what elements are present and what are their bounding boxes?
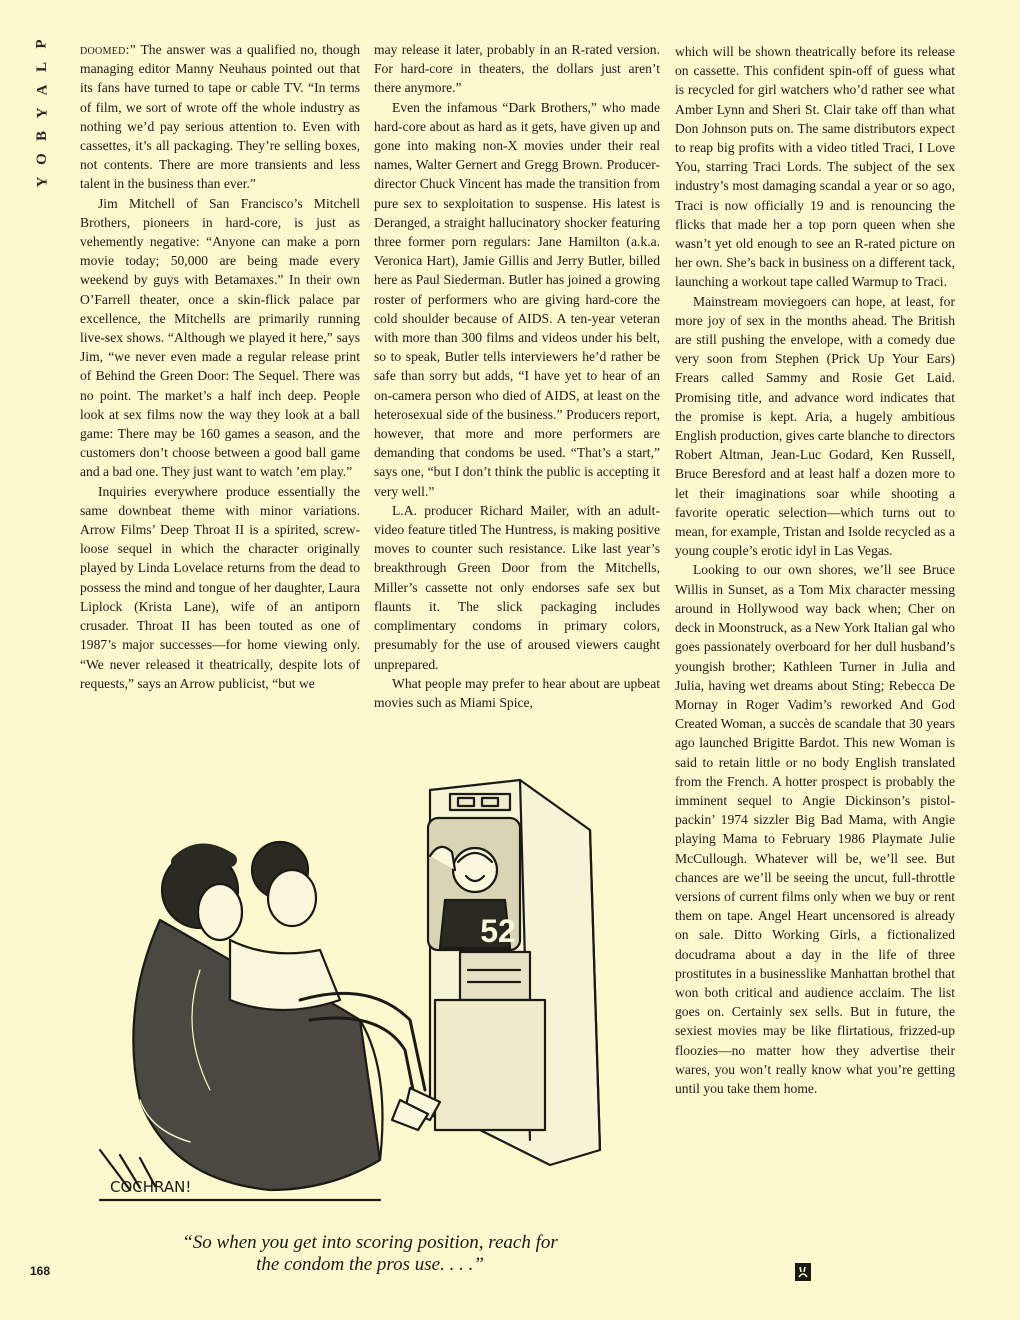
masthead-letter: P xyxy=(33,39,50,49)
page-number: 168 xyxy=(30,1264,51,1278)
lead-in: doomed: xyxy=(80,42,130,57)
paragraph: doomed:” The answer was a qualified no, though managing editor Manny Neuhaus pointed out that its fans have turned to tape or cable TV. “In terms of film, we sort of wrote off the whole industry as nothing we’d pay serious attention to. Even with cassettes, it’s all packaging. They’re selling boxes, not contents. There are more transients and less talent in the business than ever.” xyxy=(80,42,360,192)
paragraph: What people may prefer to hear about are upbeat movies such as Miami Spice, xyxy=(374,675,660,710)
masthead-vertical xyxy=(30,36,54,190)
jersey-number: 52 xyxy=(480,913,516,949)
paragraph: Looking to our own shores, we’ll see Bruce Willis in Sunset, as a Tom Mix character messing around in Hollywood way back when; Cher on deck in Moonstruck, as a New York Italian gal who goes passionately overboard for her dull husband’s youngish brother; Kathleen Turner in Julia and Julia, having wet dreams about Sting; Rebecca De Mornay in Roger Vadim’s reworked And God Created Woman, a succès de scandale that 30 years ago launched Brigitte Bardot. This new Woman is said to retain little or no body English translated from the French. A hotter prospect is probably the imminent sequel to Angie Dickinson’s pistol-packin’ 1974 sizzler Big Bad Mama, with Angie playing Mama to February 1986 Playmate Julie McCullough. Whatever will be, we’ll see. But chances are we’ll be seeing the uncut, full-throttle versions of current films only when we buy or rent them on tape. Angel Heart uncensored is already on sale. Ditto Working Girls, a fictionalized docudrama about a day in the life of three prostitutes in a businesslike Manhattan brothel that won both critical and audience acclaim. The list goes on. Certainly sex sells. But in future, the sexiest movies may be like flirtatious, frizzed-up floozies—no matter how they advertise their wares, you won’t really know what you’re getting until you take them home. xyxy=(675,562,955,1096)
paragraph: which will be shown theatrically before its release on cassette. This confident spin-off of guess what is recycled for girl watchers who’d rather see what Amber Lynn and Sheri St. Clair take off than what Don Johnson puts on. The same distributors expect to reap big profits with a video titled Traci, I Love You, starring Traci Lords. The subject of the sex industry’s most damaging scandal a year or so ago, Traci is now officially 19 and is renouncing the flicks that made her a top porn queen when she wasn’t yet old enough to see an R-rated picture on her own. She’s back in business on a different tack, launching a workout tape called Warmup to Traci. xyxy=(675,44,955,290)
article-column-3 xyxy=(675,42,955,1098)
paragraph: L.A. producer Richard Mailer, with an adult-video feature titled The Huntress, is making positive moves to counter such resistance. Like last year’s breakthrough Green Door from the Mitchells, Miller’s cassette not only endorses safe sex but flaunts it. The slick packaging includes complimentary condoms in primary colors, presumably for the use of aroused viewers caught unprepared. xyxy=(374,502,660,672)
masthead-letter: B xyxy=(33,130,50,142)
paragraph: Even the infamous “Dark Brothers,” who made hard-core about as hard as it gets, have given up and gone into making non-X movies under their real names, Walter Gernert and Gregg Brown. Producer-director Chuck Vincent has made the transition from pure sex to sexploitation to suspense. His latest is Deranged, a straight hallucinatory shocker featuring three former porn regulars: Jane Hamilton (a.k.a. Veronica Hart), Jamie Gillis and Jerry Butler, billed here as Paul Siederman. Butler has joined a growing roster of performers who are giving hard-core the cold shoulder because of AIDS. A ten-year veteran with more than 300 films and videos under his belt, so to speak, Butler tells interviewers he’d rather be safe than sorry but adds, “I have yet to hear of an on-camera person who died of AIDS, at least on the heterosexual side of the business.” Producers report, however, that more and more performers are demanding that condoms be used. “That’s a start,” says one, “but I don’t think the public is accepting it very well.” xyxy=(374,99,660,499)
article-column-2 xyxy=(374,40,660,712)
paragraph: Mainstream moviegoers can hope, at least, for more joy of sex in the months ahead. The British are still pushing the envelope, with a comedy due very soon from Stephen (Prick Up Your Ears) Frears called Sammy and Rosie Get Laid. Promising title, and advance word indicates that the promise is kept. Aria, a hugely ambitious English production, gives carte blanche to directors Robert Altman, Jean-Luc Godard, Ken Russell, Bruce Beresford and at least half a dozen more to let their imaginations soar while shooting a favorite operatic selection—which turns out to mean, for example, Tristan and Isolde recycled as a young couple’s erotic idyl in Las Vegas. xyxy=(675,293,955,559)
caption-line: “So when you get into scoring position, reach for xyxy=(182,1232,558,1253)
masthead-letter: O xyxy=(33,153,50,165)
cartoon-illustration xyxy=(80,770,680,1222)
rabbit-end-mark-icon xyxy=(795,1263,811,1281)
masthead-letter: L xyxy=(33,61,50,73)
article-column-1 xyxy=(80,40,360,693)
caption-line: the condom the pros use. . . .” xyxy=(256,1254,484,1275)
paragraph: may release it later, probably in an R-rated version. For hard-core in theaters, the dollars just aren’t there anymore.” xyxy=(374,42,660,96)
masthead-letter: Y xyxy=(34,176,50,188)
paragraph: Inquiries everywhere produce essentially the same downbeat theme with minor variations. Arrow Films’ Deep Throat II is a spirited, screw-loose sequel in which the character originally played by Linda Lovelace returns from the dead to possess the mind and tongue of her daughter, Laura Liplock (Krista Lane), wife of an antiporn crusader. Throat II has been touted as one of 1987’s major successes—for home viewing only. “We never released it theatrically, despite lots of requests,” says an Arrow publicist, “but we xyxy=(80,483,360,691)
masthead-letter: A xyxy=(34,84,50,96)
paragraph: Jim Mitchell of San Francisco’s Mitchell Brothers, pioneers in hard-core, is just as vehemently negative: “Anyone can make a porn movie today; 50,000 are being made every weekend by guys with Betamaxes.” In their own O’Farrell theater, once a skin-flick palace par excellence, the Mitchells are primarily running live-sex shows. “Although we played it here,” says Jim, “we never even made a regular release print of Behind the Green Door: The Sequel. There was no point. The market’s a half inch deep. People look at sex films now the way they look at a ball game: There may be 160 games a season, and the customers don’t choose between a good ball game and a bad one. They just want to watch ’em play.” xyxy=(80,195,360,480)
masthead-letter: Y xyxy=(34,107,50,119)
cartoonist-signature: COCHRAN! xyxy=(110,1178,192,1196)
cartoon-caption xyxy=(110,1232,630,1276)
